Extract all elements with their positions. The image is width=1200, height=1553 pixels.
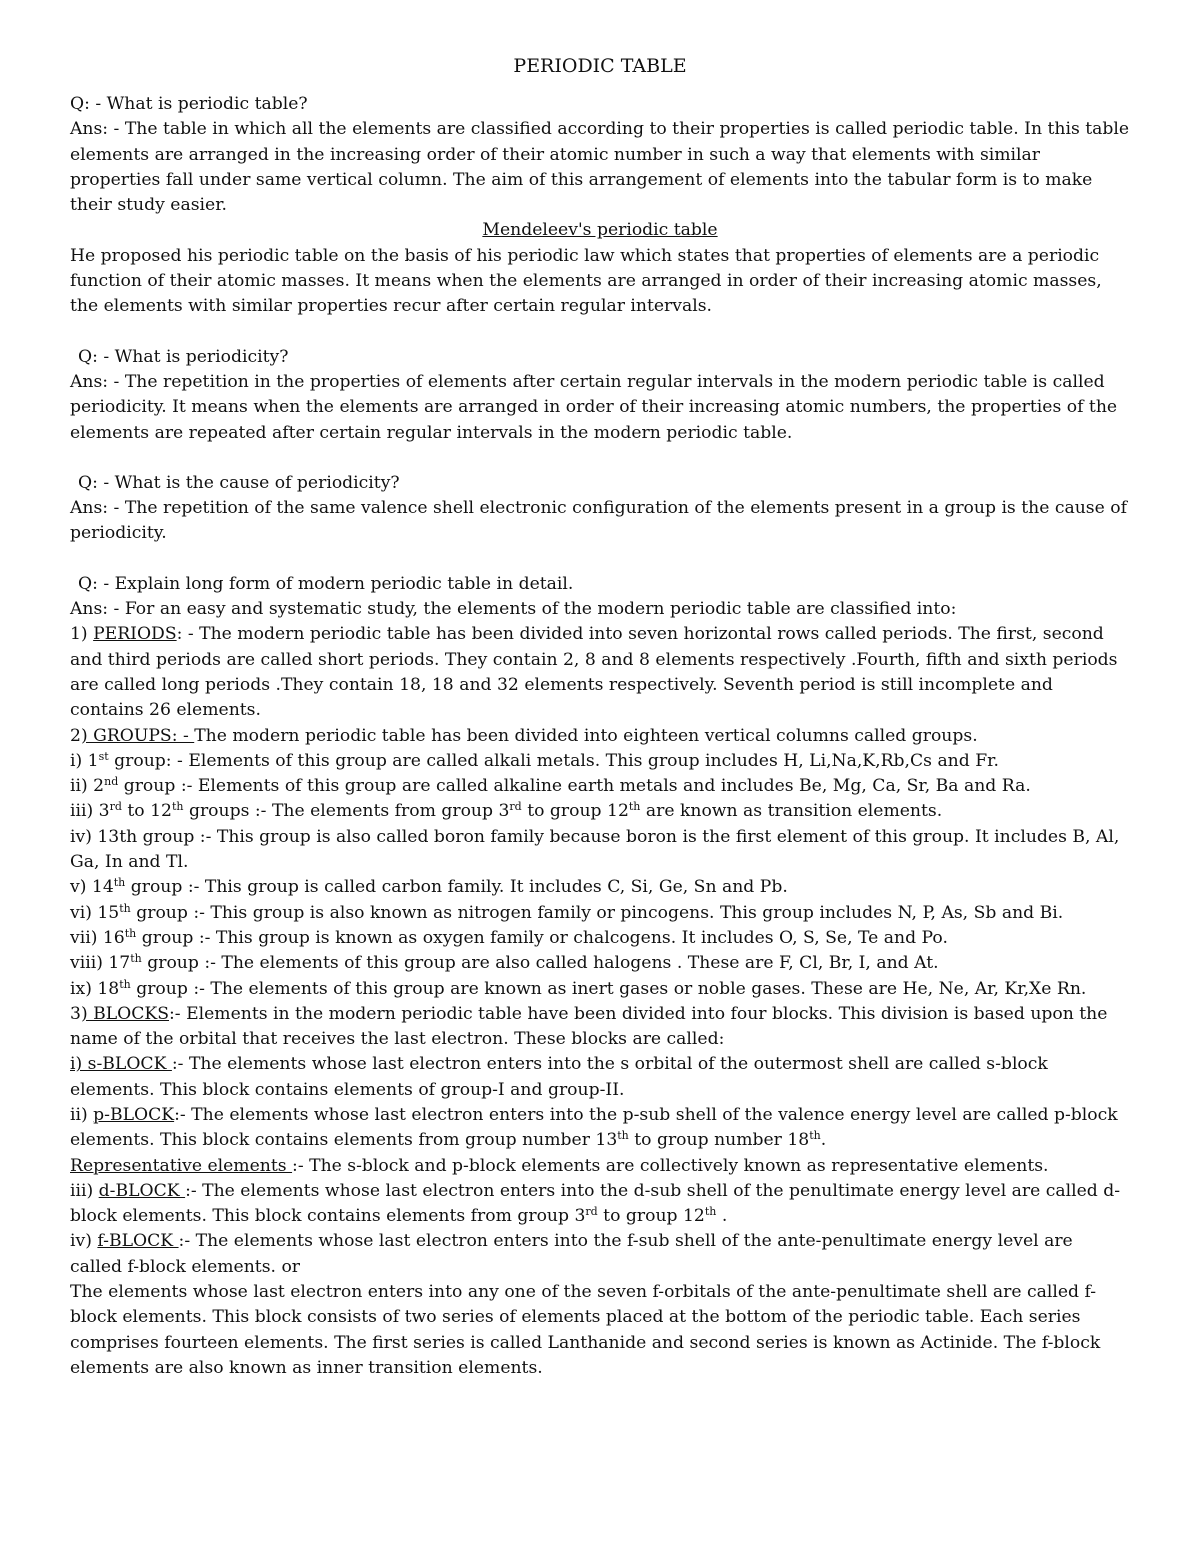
group-16-sup: th	[124, 926, 137, 940]
p-block-text: :- The elements whose last electron enters into the p-sub shell of the valence energy level are called p-block elements. This block contains elements from group number 13	[70, 1104, 1118, 1151]
p-block-text3: .	[820, 1130, 827, 1151]
d-block-text2: to group 12	[597, 1206, 705, 1227]
d-block-text3: .	[716, 1206, 728, 1227]
mendeleev-heading-text: Mendeleev's periodic table	[482, 220, 718, 241]
group-1-item	[70, 749, 1130, 774]
group-17-prefix: viii) 17	[70, 953, 131, 974]
f-block-more-text: The elements whose last electron enters into any one of the seven f-orbitals of the ante-penultimate shell are called f-block elements. This block consists of two series of elements placed at the bottom of the periodic table. Each series comprises fourteen elements. The first series is called Lanthanide and second series is known as Actinide. The f-block elements are also known as inner transition elements.	[70, 1282, 1101, 1378]
group-2-text: group :- Elements of this group are called alkaline earth metals and includes Be, Mg, Ca, Sr, Ba and Ra.	[118, 776, 1031, 797]
d-block-label: d-BLOCK	[98, 1180, 186, 1201]
group-15-sup: th	[119, 901, 131, 915]
group-3-12-item	[70, 799, 1130, 824]
question-periodic-table: Q: - What is periodic table?	[70, 94, 308, 114]
p-block-sup2: th	[809, 1129, 821, 1143]
spacer	[70, 446, 1130, 471]
groups-number: 2	[70, 725, 81, 746]
question-long-form: Q: - Explain long form of modern periodic table in detail.	[78, 573, 574, 594]
group-18-sup: th	[119, 977, 131, 991]
mendeleev-heading	[70, 218, 1130, 243]
f-block-text: :- The elements whose last electron enters into the f-sub shell of the ante-penultimate energy level are called f-block elements. or	[70, 1231, 1073, 1277]
group-1-sup: st	[98, 749, 109, 763]
d-block-text: :- The elements whose last electron enters into the d-sub shell of the penultimate energy level are called d-block elements. This block contains elements from group 3	[70, 1180, 1121, 1227]
d-block-sup2: th	[704, 1205, 717, 1219]
question-periodicity: Q: - What is periodicity?	[78, 346, 289, 367]
group-17-sup: th	[130, 952, 142, 966]
question-cause-periodicity: Q: - What is the cause of periodicity?	[78, 472, 400, 493]
group-17-item	[70, 951, 1130, 976]
s-block-item	[70, 1052, 1130, 1103]
spacer	[70, 320, 1130, 345]
group-3-end: are known as transition elements.	[640, 801, 943, 822]
s-block-text: :- The elements whose last electron enters into the s orbital of the outermost shell are called s-block elements. This block contains elements of group-I and group-II.	[70, 1054, 1048, 1100]
group-1-text: group: - Elements of this group are called alkali metals. This group includes H, Li,Na,K,Rb,Cs and Fr.	[108, 750, 999, 771]
p-block-item	[70, 1103, 1130, 1154]
group-18-prefix: ix) 18	[70, 978, 120, 999]
group-16-text: group :- This group is known as oxygen family or chalcogens. It includes O, S, Se, Te and Po.	[136, 927, 948, 948]
group-1-prefix: i) 1	[70, 750, 99, 771]
group-3-prefix: iii) 3	[70, 801, 110, 822]
group-14-prefix: v) 14	[70, 877, 114, 898]
group-12-sup: th	[171, 800, 184, 814]
blocks-number: 3	[70, 1003, 81, 1024]
answer-long-form-intro: Ans: - For an easy and systematic study, the elements of the modern periodic table are classified into:	[70, 599, 957, 620]
d-block-item	[70, 1179, 1130, 1230]
blocks-label: ) BLOCKS	[80, 1003, 170, 1024]
groups-paragraph	[70, 724, 1130, 749]
spacer	[70, 547, 1130, 572]
p-block-label: p-BLOCK	[93, 1104, 175, 1125]
group-15-text: group :- This group is also known as nitrogen family or pincogens. This group includes N, P, As, Sb and Bi.	[130, 902, 1064, 923]
group-16-item	[70, 926, 1130, 951]
group-2-sup: nd	[104, 775, 119, 789]
groups-label: ) GROUPS: -	[80, 725, 195, 746]
periods-label: PERIODS	[93, 624, 177, 645]
periods-paragraph	[70, 622, 1130, 723]
mendeleev-text: He proposed his periodic table on the basis of his periodic law which states that properties of elements are a periodic function of their atomic masses. It means when the elements are arranged in order of their increasing atomic masses, the elements with similar properties recur after certain regular intervals.	[70, 245, 1102, 317]
representative-elements-label: Representative elements	[70, 1155, 293, 1176]
group-13-item: iv) 13th group :- This group is also called boron family because boron is the first element of this group. It includes B, Al, Ga, In and Tl.	[70, 826, 1120, 873]
f-block-label: f-BLOCK	[97, 1231, 179, 1252]
group-3-mid: to 12	[121, 801, 172, 822]
group-14-text: group :- This group is called carbon family. It includes C, Si, Ge, Sn and Pb.	[125, 877, 788, 898]
p-block-text2: to group number 18	[628, 1130, 810, 1151]
group-14-item	[70, 875, 1130, 900]
representative-elements-item	[70, 1154, 1130, 1179]
group-3-sup2: rd	[509, 800, 522, 814]
blocks-text: :- Elements in the modern periodic table have been divided into four blocks. This division is based upon the name of the orbital that receives the last electron. These blocks are called:	[70, 1003, 1108, 1050]
f-block-prefix: iv)	[70, 1231, 98, 1252]
d-block-prefix: iii)	[70, 1180, 99, 1201]
group-17-text: group :- The elements of this group are also called halogens . These are F, Cl, Br, I, and At.	[141, 953, 939, 974]
group-3-sup: rd	[109, 800, 122, 814]
group-18-item	[70, 977, 1130, 1002]
s-block-label: i) s-BLOCK	[70, 1054, 172, 1075]
periods-text: : - The modern periodic table has been divided into seven horizontal rows called periods. The first, second and third periods are called short periods. They contain 2, 8 and 8 elements respectively .Fourth, fifth and sixth periods are called long periods .They contain 18, 18 and 32 elements respectively. Seventh period is still incomplete and contains 26 elements.	[70, 624, 1118, 721]
p-block-sup1: th	[617, 1129, 629, 1143]
group-15-item	[70, 901, 1130, 926]
p-block-prefix: ii)	[70, 1104, 94, 1125]
group-16-prefix: vii) 16	[70, 927, 125, 948]
answer-periodicity: Ans: - The repetition in the properties of elements after certain regular intervals in the modern periodic table is called periodicity. It means when the elements are arranged in order of their increasing atomic numbers, the properties of the elements are repeated after certain regular intervals in the modern periodic table.	[70, 371, 1118, 443]
representative-elements-text: :- The s-block and p-block elements are collectively known as representative elements.	[292, 1155, 1049, 1176]
groups-text: The modern periodic table has been divided into eighteen vertical columns called groups.	[194, 725, 978, 746]
group-12-sup2: th	[628, 800, 641, 814]
d-block-sup1: rd	[585, 1205, 598, 1219]
periods-number: 1)	[70, 624, 94, 645]
answer-periodic-table: Ans: - The table in which all the elements are classified according to their properties is called periodic table. In this table elements are arranged in the increasing order of their atomic number in such a way that elements with similar properties fall under same vertical column. The aim of this arrangement of elements into the tabular form is to make their study easier.	[70, 119, 1130, 216]
group-2-item	[70, 774, 1130, 799]
group-3-mid3: to group 12	[521, 801, 629, 822]
group-2-prefix: ii) 2	[70, 776, 105, 797]
document-title: PERIODIC TABLE	[513, 55, 687, 77]
group-15-prefix: vi) 15	[70, 902, 120, 923]
group-3-mid2: groups :- The elements from group 3	[183, 801, 510, 822]
group-14-sup: th	[113, 876, 126, 890]
answer-cause-periodicity: Ans: - The repetition of the same valence shell electronic configuration of the elements present in a group is the cause of periodicity.	[70, 498, 1127, 544]
f-block-item	[70, 1229, 1130, 1280]
group-18-text: group :- The elements of this group are known as inert gases or noble gases. These are He, Ne, Ar, Kr,Xe Rn.	[130, 978, 1087, 999]
blocks-paragraph	[70, 1002, 1130, 1053]
